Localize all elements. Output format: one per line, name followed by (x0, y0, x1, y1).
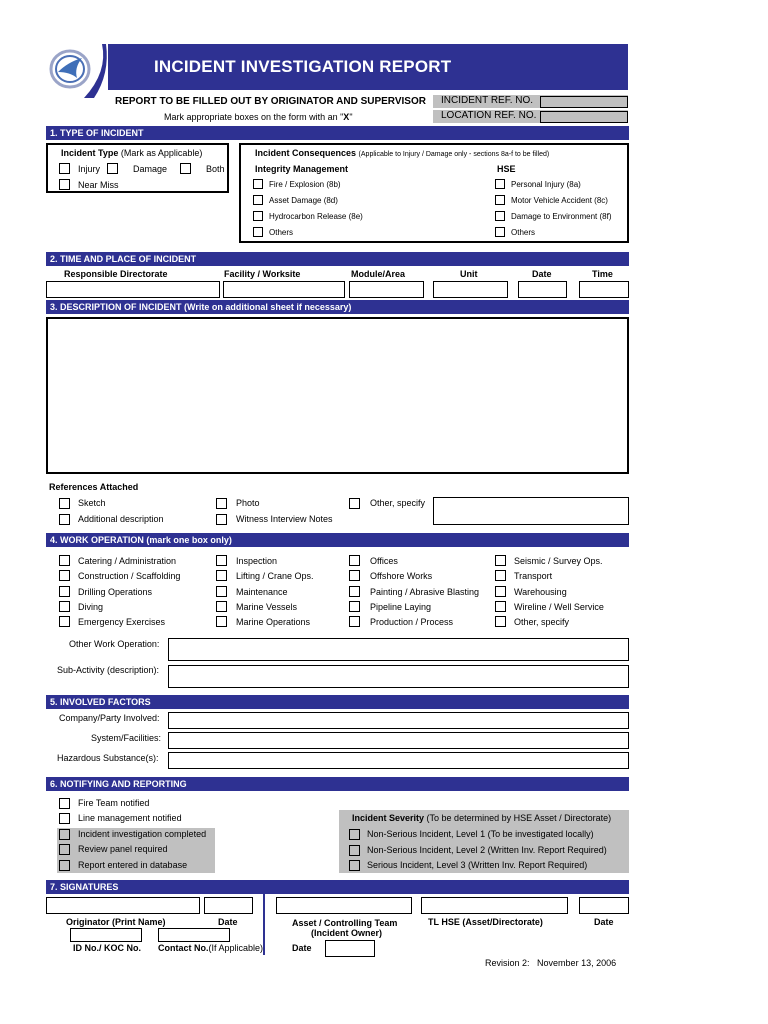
fill-instruction: REPORT TO BE FILLED OUT BY ORIGINATOR AND SUPERVISOR (115, 96, 426, 107)
facility-worksite-input[interactable] (223, 281, 345, 298)
hydrocarbon-release-checkbox[interactable] (253, 211, 263, 221)
section-time-place: 2. TIME AND PLACE OF INCIDENT (46, 252, 629, 266)
sub-activity-input[interactable] (168, 665, 629, 688)
system-facilities-label: System/Facilities: (91, 733, 162, 743)
section-description: 3. DESCRIPTION OF INCIDENT (Write on additional sheet if necessary) (46, 300, 629, 314)
unit-label: Unit (460, 269, 478, 279)
personal-injury-label: Personal Injury (8a) (511, 180, 581, 189)
construction-scaffolding-label: Construction / Scaffolding (78, 571, 181, 581)
level2-label: Non-Serious Incident, Level 2 (Written Inv. Report Required) (367, 845, 607, 855)
module-area-label: Module/Area (351, 269, 406, 279)
review-panel-label: Review panel required (78, 844, 168, 854)
contact-no-input[interactable] (158, 928, 230, 942)
mark-instruction: Mark appropriate boxes on the form with an "X" (164, 112, 353, 122)
other-work-operation-input[interactable] (168, 638, 629, 661)
im-others-label: Others (269, 228, 294, 237)
id-no-input[interactable] (70, 928, 142, 942)
asset-team-input[interactable] (276, 897, 412, 914)
responsible-directorate-label: Responsible Directorate (64, 269, 168, 279)
damage-environment-label: Damage to Environment (8f) (511, 212, 612, 221)
motor-vehicle-label: Motor Vehicle Accident (8c) (511, 196, 608, 205)
seismic-survey-ops-checkbox[interactable] (495, 555, 506, 566)
consequences-label: Incident Consequences (Applicable to Injury / Damage only - sections 8a-f to be filled) (255, 148, 550, 158)
motor-vehicle-checkbox[interactable] (495, 195, 505, 205)
near-miss-checkbox[interactable] (59, 179, 70, 190)
production-process-checkbox[interactable] (349, 616, 360, 627)
incident-owner-label: (Incident Owner) (311, 928, 383, 938)
section-involved-factors: 5. INVOLVED FACTORS (46, 695, 629, 709)
asset-damage-checkbox[interactable] (253, 195, 263, 205)
catering-administration-checkbox[interactable] (59, 555, 70, 566)
personal-injury-checkbox[interactable] (495, 179, 505, 189)
fire-explosion-checkbox[interactable] (253, 179, 263, 189)
section-notifying-reporting: 6. NOTIFYING AND REPORTING (46, 777, 629, 791)
other-specify-checkbox[interactable] (349, 498, 360, 509)
company-party-input[interactable] (168, 712, 629, 729)
painting-abrasive-blasting-label: Painting / Abrasive Blasting (370, 587, 480, 597)
diving-checkbox[interactable] (59, 601, 70, 612)
damage-checkbox[interactable] (107, 163, 118, 174)
offices-label: Offices (370, 556, 398, 566)
sub-activity-label: Sub-Activity (description): (57, 665, 160, 675)
production-process-label: Production / Process (370, 617, 454, 627)
inspection-label: Inspection (236, 556, 278, 566)
warehousing-label: Warehousing (514, 587, 567, 597)
fire-explosion-label: Fire / Explosion (8b) (269, 180, 341, 189)
photo-label: Photo (236, 498, 260, 508)
other-work-operation-label: Other Work Operation: (69, 639, 160, 649)
injury-checkbox[interactable] (59, 163, 70, 174)
transport-label: Transport (514, 571, 553, 581)
wireline-well-service-checkbox[interactable] (495, 601, 506, 612)
references-attached-label: References Attached (49, 482, 139, 492)
responsible-directorate-input[interactable] (46, 281, 220, 298)
tl-hse-label: TL HSE (Asset/Directorate) (428, 917, 543, 927)
section-signatures: 7. SIGNATURES (46, 880, 629, 894)
tl-hse-date-label: Date (594, 917, 614, 927)
report-entered-checkbox[interactable] (59, 860, 70, 871)
asset-team-label: Asset / Controlling Team (292, 918, 398, 928)
line-management-label: Line management notified (78, 813, 182, 823)
asset-damage-label: Asset Damage (8d) (269, 196, 338, 205)
drilling-operations-label: Drilling Operations (78, 587, 153, 597)
hse-others-checkbox[interactable] (495, 227, 505, 237)
line-management-checkbox[interactable] (59, 813, 70, 824)
incident-ref-row: INCIDENT REF. NO. (433, 95, 628, 108)
emergency-exercises-checkbox[interactable] (59, 616, 70, 627)
painting-abrasive-blasting-checkbox[interactable] (349, 586, 360, 597)
lifting-crane-ops-checkbox[interactable] (216, 570, 227, 581)
pipeline-laying-label: Pipeline Laying (370, 602, 432, 612)
asset-date-input[interactable] (325, 940, 375, 957)
incident-ref-input[interactable] (540, 96, 628, 108)
incident-consequences-box (239, 143, 629, 243)
system-facilities-input[interactable] (168, 732, 629, 749)
level1-checkbox[interactable] (349, 829, 360, 840)
other-specify-label: Other, specify (370, 498, 426, 508)
facility-worksite-label: Facility / Worksite (224, 269, 301, 279)
tl-hse-input[interactable] (421, 897, 568, 914)
section-type-of-incident: 1. TYPE OF INCIDENT (46, 126, 629, 140)
marine-operations-label: Marine Operations (236, 617, 311, 627)
photo-checkbox[interactable] (216, 498, 227, 509)
originator-name-input[interactable] (46, 897, 200, 914)
sketch-label: Sketch (78, 498, 106, 508)
maintenance-checkbox[interactable] (216, 586, 227, 597)
company-party-label: Company/Party Involved: (59, 713, 160, 723)
originator-date-label: Date (218, 917, 238, 927)
seismic-survey-ops-label: Seismic / Survey Ops. (514, 556, 603, 566)
id-no-label: ID No./ KOC No. (73, 943, 141, 953)
location-ref-input[interactable] (540, 111, 628, 123)
revision-info: Revision 2: November 13, 2006 (485, 958, 617, 968)
level1-label: Non-Serious Incident, Level 1 (To be investigated locally) (367, 829, 594, 839)
originator-date-input[interactable] (204, 897, 253, 914)
contact-no-label: Contact No.(If Applicable) (158, 943, 264, 953)
investigation-completed-label: Incident investigation completed (78, 829, 207, 839)
time-label: Time (592, 269, 613, 279)
drilling-operations-checkbox[interactable] (59, 586, 70, 597)
transport-checkbox[interactable] (495, 570, 506, 581)
im-others-checkbox[interactable] (253, 227, 263, 237)
offshore-works-checkbox[interactable] (349, 570, 360, 581)
marine-vessels-label: Marine Vessels (236, 602, 298, 612)
hydrocarbon-release-label: Hydrocarbon Release (8e) (269, 212, 363, 221)
construction-scaffolding-checkbox[interactable] (59, 570, 70, 581)
maintenance-label: Maintenance (236, 587, 288, 597)
warehousing-checkbox[interactable] (495, 586, 506, 597)
integrity-management-heading: Integrity Management (255, 164, 349, 174)
incident-type-label: Incident Type (Mark as Applicable) (61, 148, 203, 158)
additional-description-checkbox[interactable] (59, 514, 70, 525)
damage-label: Damage (133, 164, 168, 174)
fire-team-label: Fire Team notified (78, 798, 150, 808)
tl-hse-date-input[interactable] (579, 897, 629, 914)
diving-label: Diving (78, 602, 104, 612)
emergency-exercises-label: Emergency Exercises (78, 617, 166, 627)
incident-severity-label: Incident Severity (To be determined by HSE Asset / Directorate) (352, 813, 612, 823)
damage-environment-checkbox[interactable] (495, 211, 505, 221)
inspection-checkbox[interactable] (216, 555, 227, 566)
hazardous-substance-input[interactable] (168, 752, 629, 769)
time-input[interactable] (579, 281, 629, 298)
catering-administration-label: Catering / Administration (78, 556, 177, 566)
unit-input[interactable] (433, 281, 508, 298)
fire-team-checkbox[interactable] (59, 798, 70, 809)
level3-checkbox[interactable] (349, 860, 360, 871)
review-panel-checkbox[interactable] (59, 844, 70, 855)
hazardous-substance-label: Hazardous Substance(s): (57, 753, 159, 763)
level3-label: Serious Incident, Level 3 (Written Inv. Report Required) (367, 860, 588, 870)
investigation-completed-checkbox[interactable] (59, 829, 70, 840)
marine-operations-checkbox[interactable] (216, 616, 227, 627)
witness-notes-label: Witness Interview Notes (236, 514, 333, 524)
hse-heading: HSE (497, 164, 516, 174)
sketch-checkbox[interactable] (59, 498, 70, 509)
witness-notes-checkbox[interactable] (216, 514, 227, 525)
wireline-well-service-label: Wireline / Well Service (514, 602, 604, 612)
offices-checkbox[interactable] (349, 555, 360, 566)
pipeline-laying-checkbox[interactable] (349, 601, 360, 612)
marine-vessels-checkbox[interactable] (216, 601, 227, 612)
description-textarea[interactable] (46, 317, 629, 474)
level2-checkbox[interactable] (349, 845, 360, 856)
section-work-operation: 4. WORK OPERATION (mark one box only) (46, 533, 629, 547)
other-specify-input[interactable] (433, 497, 629, 525)
both-checkbox[interactable] (180, 163, 191, 174)
module-area-input[interactable] (349, 281, 424, 298)
hse-others-label: Others (511, 228, 536, 237)
other-specify-checkbox[interactable] (495, 616, 506, 627)
signature-divider (263, 893, 265, 955)
additional-description-label: Additional description (78, 514, 164, 524)
date-input[interactable] (518, 281, 567, 298)
near-miss-label: Near Miss (78, 180, 119, 190)
date-label: Date (532, 269, 552, 279)
company-logo-icon (44, 42, 110, 100)
injury-label: Injury (78, 164, 101, 174)
location-ref-row: LOCATION REF. NO. (433, 110, 628, 123)
asset-date-label: Date (292, 943, 312, 953)
report-entered-label: Report entered in database (78, 860, 188, 870)
both-label: Both (206, 164, 225, 174)
report-title: INCIDENT INVESTIGATION REPORT (154, 57, 452, 76)
originator-label: Originator (Print Name) (66, 917, 166, 927)
lifting-crane-ops-label: Lifting / Crane Ops. (236, 571, 314, 581)
other-specify-label: Other, specify (514, 617, 570, 627)
offshore-works-label: Offshore Works (370, 571, 433, 581)
